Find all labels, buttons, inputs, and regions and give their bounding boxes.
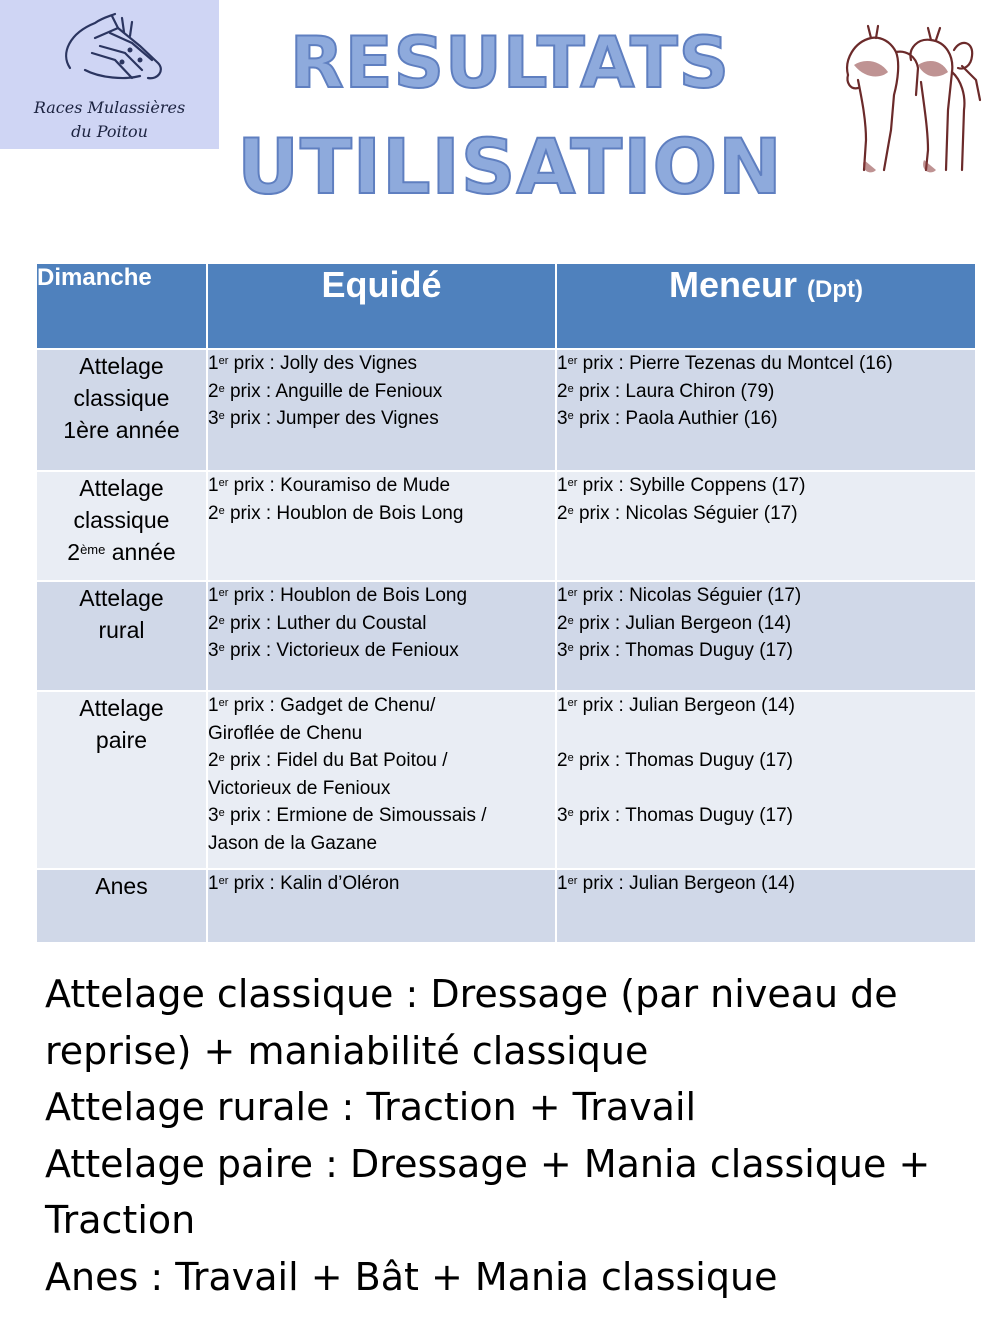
category-line: 2ème année xyxy=(67,539,176,565)
category-line: classique xyxy=(73,385,170,411)
prize-line: 1er prix : Julian Bergeon (14) xyxy=(557,695,795,716)
draft-horses-driver-icon xyxy=(836,20,986,180)
logo xyxy=(0,0,219,149)
meneur-results xyxy=(556,869,976,943)
equide-results xyxy=(207,349,556,471)
note-line: Anes : Travail + Bât + Mania classique xyxy=(45,1254,778,1299)
note-line: Attelage classique : Dressage (par niveau de xyxy=(45,972,898,1016)
spacer xyxy=(557,775,975,803)
prize-line-cont: Victorieux de Fenioux xyxy=(208,777,391,799)
category-line: classique xyxy=(73,507,170,533)
prize-line: 2e prix : Julian Bergeon (14) xyxy=(557,612,792,634)
header-day: Dimanche xyxy=(36,263,207,349)
prize-line: 2e prix : Fidel du Bat Poitou / xyxy=(208,750,448,771)
table-row xyxy=(36,691,976,869)
prize-line: 3e prix : Thomas Duguy (17) xyxy=(557,640,793,661)
prize-line: 3e prix : Ermione de Simoussais / xyxy=(208,805,487,826)
page-title-line1: RESULTATS xyxy=(289,22,731,104)
category-line: 1ère année xyxy=(63,417,180,443)
spacer xyxy=(557,720,975,748)
equide-results xyxy=(207,869,556,943)
prize-line: 3e prix : Thomas Duguy (17) xyxy=(557,805,793,826)
note-line: Traction xyxy=(45,1198,196,1242)
header-meneur-label: Meneur xyxy=(668,264,798,305)
prize-line: 1er prix : Julian Bergeon (14) xyxy=(557,873,795,894)
meneur-results xyxy=(556,471,976,581)
category-line: rural xyxy=(98,617,145,643)
prize-line: 2e prix : Nicolas Séguier (17) xyxy=(557,502,798,524)
meneur-results xyxy=(556,349,976,471)
prize-line: 1er prix : Gadget de Chenu/ xyxy=(208,695,436,716)
results-table xyxy=(35,262,977,944)
category-line: Anes xyxy=(95,873,148,899)
table-row xyxy=(36,471,976,581)
header-equide: Equidé xyxy=(207,263,556,349)
prize-line: 3e prix : Jumper des Vignes xyxy=(208,408,439,429)
prize-line: 1er prix : Sybille Coppens (17) xyxy=(557,475,806,496)
prize-line: 1er prix : Kalin d’Oléron xyxy=(208,873,400,894)
table-row xyxy=(36,869,976,943)
equide-results xyxy=(207,581,556,691)
prize-line-cont: Giroflée de Chenu xyxy=(208,722,363,744)
meneur-results xyxy=(556,581,976,691)
category-line: Attelage xyxy=(79,585,164,611)
equide-results xyxy=(207,471,556,581)
note-line: reprise) + maniabilité classique xyxy=(45,1028,649,1073)
category-cell xyxy=(36,349,207,471)
logo-name-line2: du Poitou xyxy=(71,122,148,141)
note-line: Attelage paire : Dressage + Mania classique + xyxy=(45,1141,931,1186)
prize-line: 1er prix : Pierre Tezenas du Montcel (16) xyxy=(557,353,893,374)
prize-line: 1er prix : Houblon de Bois Long xyxy=(208,585,468,606)
category-line: Attelage xyxy=(79,695,164,721)
prize-line: 1er prix : Jolly des Vignes xyxy=(208,353,418,374)
header-meneur xyxy=(556,263,976,349)
category-cell xyxy=(36,869,207,943)
prize-line-cont: Jason de la Gazane xyxy=(208,832,378,854)
prize-line: 2e prix : Laura Chiron (79) xyxy=(557,380,775,402)
category-line: paire xyxy=(95,727,148,753)
rules-notes xyxy=(45,966,975,1305)
header-meneur-dpt: (Dpt) xyxy=(807,276,863,303)
prize-line: 1er prix : Kouramiso de Mude xyxy=(208,475,451,496)
meneur-results xyxy=(556,691,976,869)
prize-line: 3e prix : Paola Authier (16) xyxy=(557,408,778,429)
prize-line: 2e prix : Thomas Duguy (17) xyxy=(557,750,793,771)
prize-line: 1er prix : Nicolas Séguier (17) xyxy=(557,585,802,606)
category-cell xyxy=(36,471,207,581)
category-line: Attelage xyxy=(79,353,164,379)
table-header-row xyxy=(36,263,976,349)
table-row xyxy=(36,581,976,691)
equide-results xyxy=(207,691,556,869)
table-row xyxy=(36,349,976,471)
category-cell xyxy=(36,581,207,691)
logo-name-line1: Races Mulassières xyxy=(33,98,186,117)
category-cell xyxy=(36,691,207,869)
horse-heads-logo-icon xyxy=(40,8,180,98)
note-line: Attelage rurale : Traction + Travail xyxy=(45,1085,697,1129)
prize-line: 2e prix : Anguille de Fenioux xyxy=(208,380,443,402)
page-title-line2: UTILISATION xyxy=(237,122,783,211)
prize-line: 2e prix : Luther du Coustal xyxy=(208,612,427,634)
prize-line: 2e prix : Houblon de Bois Long xyxy=(208,502,464,524)
prize-line: 3e prix : Victorieux de Fenioux xyxy=(208,640,459,661)
category-line: Attelage xyxy=(79,475,164,501)
